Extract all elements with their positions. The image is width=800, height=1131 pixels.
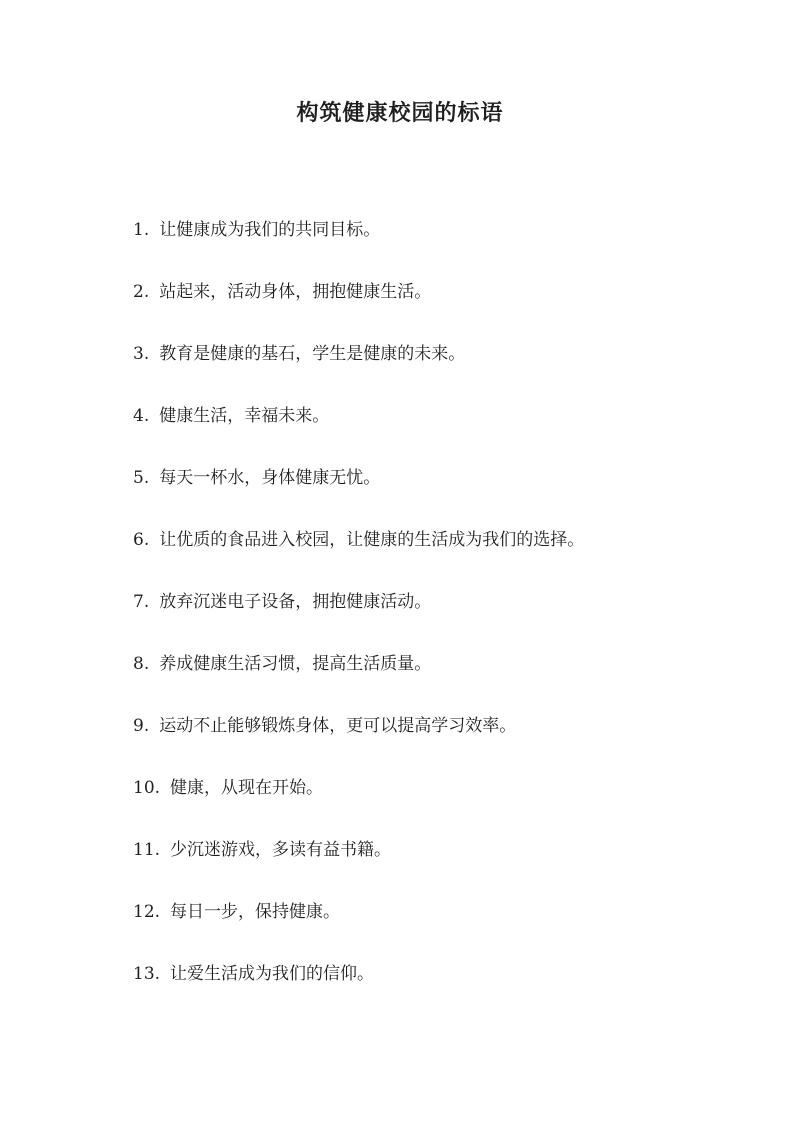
document-title: 构筑健康校园的标语 [296, 100, 504, 126]
list-item [133, 338, 753, 400]
list-item [133, 400, 753, 462]
item-number: 1. [133, 220, 150, 240]
list-item [133, 834, 753, 896]
item-number: 4. [133, 406, 150, 426]
item-number: 11. [133, 840, 161, 860]
item-number: 12. [133, 902, 161, 922]
list-item [133, 462, 753, 524]
item-number: 2. [133, 282, 150, 302]
list-item [133, 772, 753, 834]
item-number: 9. [133, 716, 150, 736]
list-item [133, 710, 753, 772]
item-text: 健康生活，幸福未来。 [159, 406, 330, 426]
item-text: 让优质的食品进入校园，让健康的生活成为我们的选择。 [159, 530, 585, 550]
item-text: 少沉迷游戏，多读有益书籍。 [170, 840, 392, 860]
item-number: 6. [133, 530, 150, 550]
item-number: 3. [133, 344, 150, 364]
item-number: 5. [133, 468, 150, 488]
list-item [133, 896, 753, 958]
item-text: 健康，从现在开始。 [170, 778, 324, 798]
list-item [133, 648, 753, 710]
list-item [133, 958, 753, 1020]
item-text: 让爱生活成为我们的信仰。 [170, 964, 375, 984]
list-item [133, 276, 753, 338]
list-item [133, 524, 753, 586]
item-text: 站起来，活动身体，拥抱健康生活。 [159, 282, 432, 302]
item-text: 运动不止能够锻炼身体，更可以提高学习效率。 [159, 716, 517, 736]
slogan-list [133, 214, 753, 1020]
item-number: 10. [133, 778, 161, 798]
item-text: 让健康成为我们的共同目标。 [159, 220, 381, 240]
item-text: 教育是健康的基石，学生是健康的未来。 [159, 344, 466, 364]
list-item [133, 586, 753, 648]
item-number: 8. [133, 654, 150, 674]
item-text: 放弃沉迷电子设备，拥抱健康活动。 [159, 592, 432, 612]
item-number: 13. [133, 964, 161, 984]
item-text: 养成健康生活习惯，提高生活质量。 [159, 654, 432, 674]
item-text: 每日一步，保持健康。 [170, 902, 341, 922]
list-item [133, 214, 753, 276]
item-number: 7. [133, 592, 150, 612]
item-text: 每天一杯水，身体健康无忧。 [159, 468, 381, 488]
